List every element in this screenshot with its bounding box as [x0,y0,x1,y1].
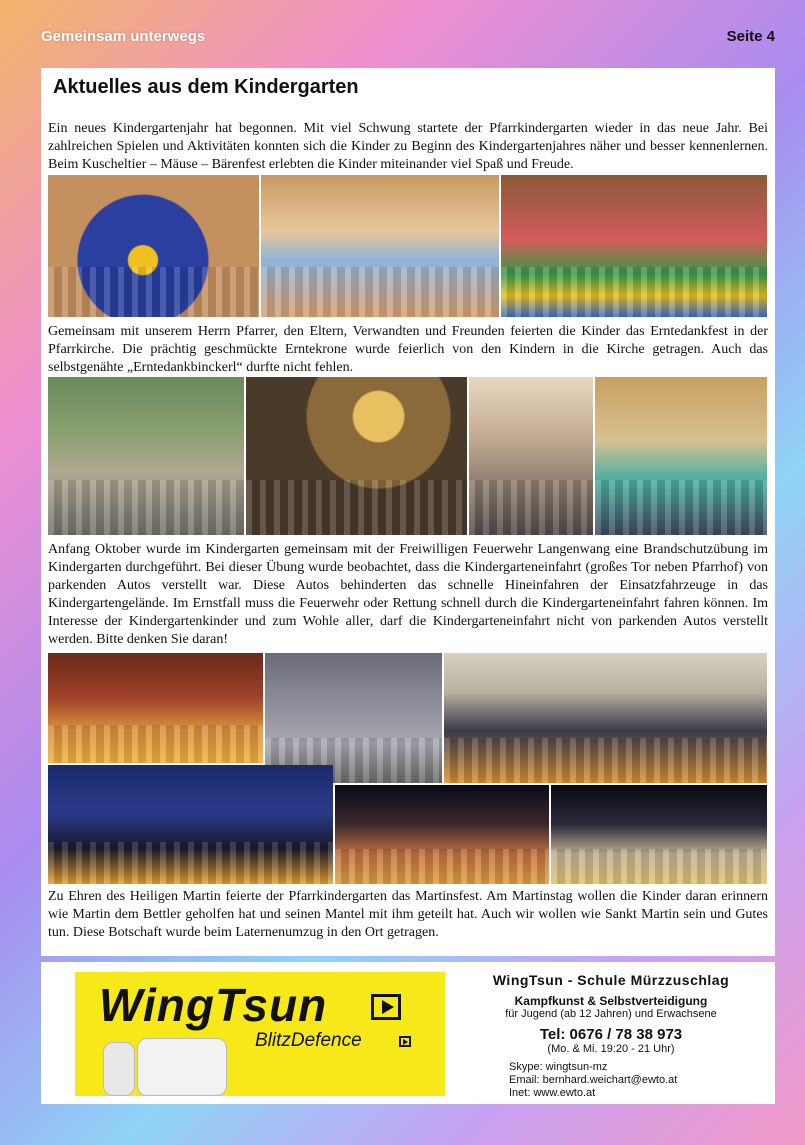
play-icon [371,994,401,1020]
ad-skype: Skype: wingtsun-mz [509,1061,608,1073]
photo-harvest-procession [48,377,244,535]
photo-harvest-crown-kids [595,377,767,535]
paragraph-new-year: Ein neues Kindergartenjahr hat begonnen. Mit viel Schwung startete der Pfarrkindergarten wieder in das neue Jahr. Bei zahlreichen Spielen und Aktivitäten konnten sich die Kinder zu Beginn des Kindergartenjahres näher und besser kennenlernen. Beim Kuscheltier – Mäuse – Bärenfest erlebten die Kinder miteinander viel Spaß und Freude. [48,121,768,172]
photo-lantern-crowd-dusk [265,653,442,783]
ad-logo-banner [75,972,445,1096]
ad-training-times: (Mo. & Mi. 19:20 - 21 Uhr) [547,1043,675,1055]
school-name: WingTsun - Schule Mürzzuschlag [492,972,730,988]
photo-kids-plush [261,175,499,317]
paragraph-martinsfest: Zu Ehren des Heiligen Martin feierte der Pfarrkindergarten das Martinsfest. Am Martinstag wollen die Kinder daran erinnern wie Martin dem Bettler geholfen hat und seinen Mantel mit ihm geteilt hat. Auch wir wollen wie Sankt Martin sein und Gutes tun. Diese Botschaft wurde beim Laternenumzug in den Ort getragen. [48,889,768,940]
wingtsun-advertisement [41,962,775,1104]
ad-email[interactable]: Email: bernhard.weichart@ewto.at [509,1074,678,1086]
photo-lantern-kids-indoor [48,653,263,763]
page-number: Seite 4 [726,28,775,45]
play-small-icon [399,1036,411,1047]
fighter-man-icon [137,1038,227,1096]
running-header-title: Gemeinsam unterwegs [41,28,206,45]
photo-lantern-crowd-church [444,653,767,783]
photo-church-families [469,377,593,535]
photo-priest-blessing [551,785,767,884]
blitzdefence-logo: BlitzDefence [255,1030,362,1051]
ad-audience: für Jugend (ab 12 Jahren) und Erwachsene [505,1008,717,1020]
article-title: Aktuelles aus dem Kindergarten [53,76,359,98]
paragraph-fire-drill: Anfang Oktober wurde im Kindergarten gemeinsam mit der Freiwilligen Feuerwehr Langenwang eine Brandschutzübung im Kindergarten durchgeführt. Bei dieser Übung wurde beobachtet, dass die Kindergarteneinfahrt (großes Tor neben Pfarrhof) von parkenden Autos verstellt war. Diese Autos behinderten das schnelle Hineinfahren der Einsatzfahrzeuge in das Kindergartengelände. Im Ernstfall muss die Feuerwehr oder Rettung schnell durch die Kindergarteneinfahrt fahren können. Im Interesse der Kindergartenkinder und zum Wohle aller, darf die Kindergarteneinfahrt nicht von parkenden Autos verstellt werden. Bitte denken Sie daran! [48,542,768,647]
ad-contact-block [451,972,771,1100]
photo-church-altar [246,377,467,535]
photo-kids-circle [48,175,259,317]
wingtsun-logo: WingTsun [99,979,328,1031]
photo-kids-parachute [501,175,767,317]
ad-contact-lines [509,1061,771,1100]
photo-lantern-night-group [48,765,333,884]
paragraph-harvest: Gemeinsam mit unserem Herrn Pfarrer, den Eltern, Verwandten und Freunden feierten die Kinder das Erntedankfest in der Pfarrkirche. Die prächtig geschmückte Erntekrone wurde feierlich von den Kindern in die Kirche getragen. Auch das selbstgenähte „Erntedankbinckerl“ durfte nicht fehlen. [48,324,768,375]
article-panel [41,68,775,956]
ad-web[interactable]: Inet: www.ewto.at [509,1087,596,1099]
ad-subtitle: Kampfkunst & Selbstverteidigung [514,994,708,1008]
ad-telephone: Tel: 0676 / 78 38 973 [539,1026,683,1043]
fighter-woman-icon [103,1042,135,1096]
photo-martin-play [335,785,549,884]
